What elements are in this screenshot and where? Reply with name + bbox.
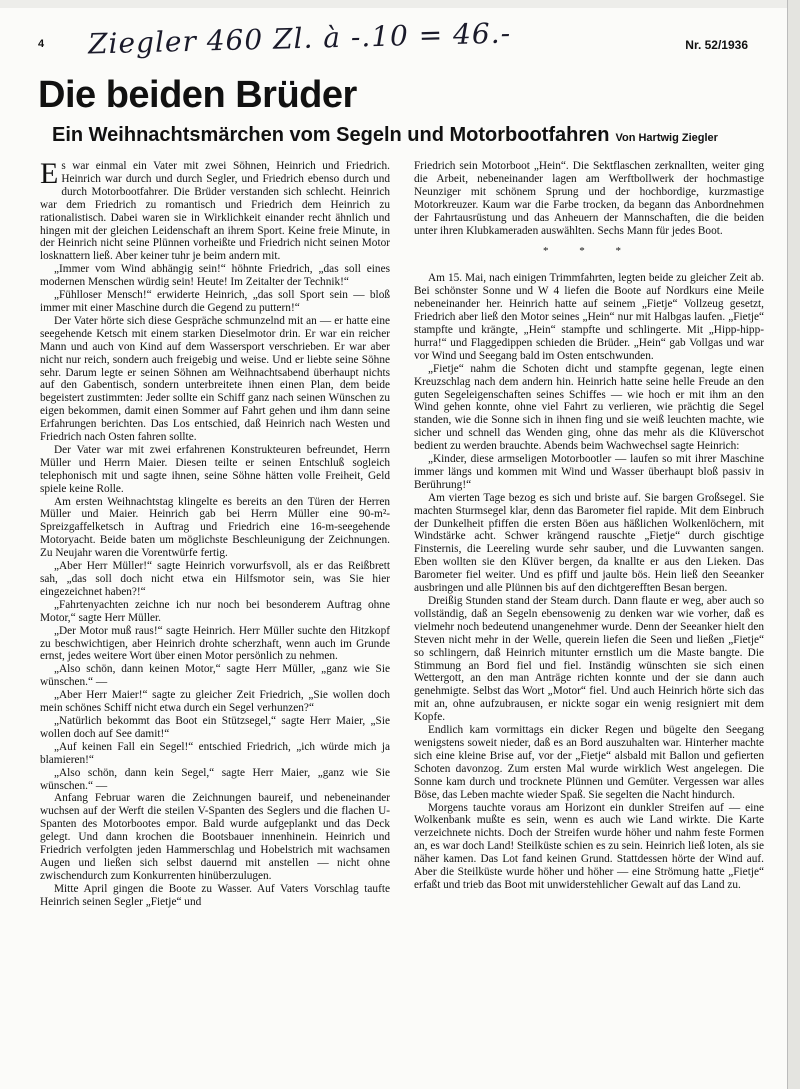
paragraph: „Also schön, dann keinen Motor,“ sagte Herr Müller, „ganz wie Sie wünschen.“ — (40, 663, 390, 689)
paragraph: „Kinder, diese armseligen Motorbootler — laufen so mit ihrer Maschine immer längs und kommen mit Wind und Wasser überhaupt bloß passiv in Berührung!“ (414, 453, 764, 491)
article-subtitle (52, 124, 772, 147)
paragraph: Der Vater hörte sich diese Gespräche schmunzelnd mit an — er hatte eine seegehende Ketsch mit einem starken Dieselmotor drin. Er war ein reicher Mann und auch von Kind auf dem Wassersport verschrieben. Er war aber nicht nur reich, sondern auch freigebig und weise. Und er liebte seine Söhne sehr. Darum legte er seinen Söhnen am Weihnachtsabend überhaupt nichts auf den Gabentisch, sondern unterbreitete ihnen einen Plan, dem beide begeistert zustimmten: Jeder sollte ein Schiff ganz nach seinen Wünschen zu eigen bekommen, damit einen Sommer auf Fahrt gehen und ihm dann seine Erfahrungen berichten. Das Los entschied, daß Heinrich nach Westen und Friedrich nach Osten fahren sollte. (40, 314, 390, 444)
paragraph: Es war einmal ein Vater mit zwei Söhnen, Heinrich und Friedrich. Heinrich war durch und durch Segler, und Friedrich ebenso durch und durch Motorbootfahrer. Die Brüder verstanden sich schlecht. Heinrich war dem Friedrich zu romantisch und Friedrich dem Heinrich zu rationalistisch. Dabei waren sie in Wirklichkeit einander recht ähnlich und hingen mit der gleichen Leidenschaft an ihrem Sport. Keine freie Minute, in der Heinrich nicht seine Plünnen vorheißte und Friedrich nicht seinen Motor losknattern ließ. Aber keiner tuhr je beim andern mit. (40, 157, 390, 263)
article-author: Von Hartwig Ziegler (615, 132, 718, 144)
paragraph: „Auf keinen Fall ein Segel!“ entschied Friedrich, „ich würde mich ja blamieren!“ (40, 740, 390, 766)
drop-cap: E (40, 157, 59, 190)
paragraph: Morgens tauchte voraus am Horizont ein dunkler Streifen auf — eine Wolkenbank mußte es sein, wenn es auch wie Land wirkte. Die Karte verzeichnete nichts. Doch der Streifen wurde höher und nahm feste Formen an, es war doch Land! Steilküste schien es zu sein. Heinrich ließ loten, als sie näher kamen. Das Lot fand keinen Grund. Stattdessen hörte der Wind auf. Aber die Steilküste wurde höher und höher — eine Strömung hatte „Fietje“ erfaßt und trieb das Boot mit unwiderstehlicher Gewalt auf das Land zu. (414, 801, 764, 891)
paragraph: Dreißig Stunden stand der Steam durch. Dann flaute er weg, aber auch so vollständig, daß an Segeln ebensowenig zu denken war wie vorher, daß es vielmehr noch bedeutend unangenehmer wurde. Denn der Seeanker hielt den Steven nicht mehr in der Welle, querein liefen die Seen und ließen „Fietje“ so schlingern, daß Heinrich mitunter ernstlich um die Maste bangte. Die Stimmung an Bord fiel und fiel. Inständig wünschten sie sich einen Wettergott, an den man Anträge richten konnte und der sie dann auch genehmigte. Selbst das Wort „Motor“ fiel. Und auch Heinrich hörte sich das mit an, ohne aufzubrausen, er nickte sogar ein wenig resigniert mit dem Kopfe. (414, 595, 764, 724)
right-column (414, 160, 764, 892)
paragraph: „Der Motor muß raus!“ sagte Heinrich. Herr Müller suchte den Hitzkopf zu beschwichtigen, aber Heinrich drohte scherzhaft, wenn auch im Grunde ernst, jedes weitere Wort über einen Motor persönlich zu nehmen. (40, 624, 390, 663)
paragraph: „Also schön, dann kein Segel,“ sagte Herr Maier, „ganz wie Sie wünschen.“ — (40, 766, 390, 792)
article-title: Die beiden Brüder (38, 74, 357, 116)
paragraph: Friedrich sein Motorboot „Hein“. Die Sektflaschen zerknallten, weiter ging die Arbeit, nebeneinander lagen am Werftbollwerk der hochmastige Neunziger mit schönem Sprung und der hochbordige, kurzmastige Motorkreuzer. Kaum war die Farbe trocken, da begann das Anbordnehmen der Fahrtausrüstung und das Anheuern der Mannschaften, die die beiden unter ihren Klubkameraden auswählten. Sechs Mann für jedes Boot. (414, 160, 764, 237)
paragraph: „Aber Herr Müller!“ sagte Heinrich vorwurfsvoll, als er das Reißbrett sah, „das soll doch nicht etwa ein Hilfsmotor sein, was Sie hier eingezeichnet haben?!“ (40, 560, 390, 598)
paragraph: Am vierten Tage bezog es sich und briste auf. Sie bargen Großsegel. Sie machten Sturmsegel klar, denn das Barometer fiel rapide. Mit dem Einbruch der Dunkelheit pfiffen die ersten Böen aus häßlichen Wolkenlöchern, mit Windstärke acht. Schwer krängend rauschte „Fietje“ durch gischtige Finsternis, die Leereling wurde sehr sauber, und die Luvwanten sangen. Eben wollten sie den Klüver bergen, da knallte er aus den Lieken. Das Barometer fiel weiter. Und es pfiff und jaulte bös. Hein ließ den Seeanker ausbringen und alle Plünnen bis auf den dichtgerefften Besan bergen. (414, 491, 764, 595)
paragraph: Endlich kam vormittags ein dicker Regen und bügelte den Seegang wenigstens soweit nieder, daß es an Bord auszuhalten war. Hinterher machte sich eine kleine Brise auf, vor der „Fietje“ alsbald mit Ballon und gefierten Schoten davonzog. Zum ersten Mal wurde wirklich West angelegen. Die Sonne kam durch und trocknete Plünnen und Gemüter. Vergessen war alles Böse, das Leben machte wieder Spaß. Sie segelten die Nacht hindurch. (414, 724, 764, 801)
paragraph: Am 15. Mai, nach einigen Trimmfahrten, legten beide zu gleicher Zeit ab. Bei schönster Sonne und W 4 liefen die Boote auf Nordkurs eine Meile nebeneinander her. Heinrich hatte auf seinem „Fietje“ Vollzeug gesetzt, Friedrich aber ließ den Motor seines „Hein“ nur mit Halbgas laufen. „Fietje“ stampfte und krängte, „Hein“ stampfte und schlingerte. Mit „Hipp-hipp-hurra!“ und Flaggedippen schieden die Brüder. „Hein“ gab Vollgas und war vor Wind und Seegang bald im Osten entschwunden. (414, 272, 764, 362)
paragraph: Anfang Februar waren die Zeichnungen baureif, und nebeneinander wuchsen auf der Werft die steilen V-Spanten des Seglers und die flachen U-Spanten des Motorbootes empor. Bald wurde aufgeplankt und das Deck gelegt. Und dann krochen die Bootsbauer innenhinein. Heinrich und Friedrich verfolgten jeden Hammerschlag und Hobelstrich mit wachsamen Augen und ließen sich selbst dauernd mit anstellen — nicht ohne zwischendurch zum Konkurrenten hinüberzulugen. (40, 792, 390, 882)
subtitle-text: Ein Weihnachtsmärchen vom Segeln und Motorbootfahren (52, 124, 610, 146)
page-number: 4 (38, 38, 45, 50)
issue-number: Nr. 52/1936 (685, 38, 748, 52)
paragraph: „Fahrtenyachten zeichne ich nur noch bei besonderem Auftrag ohne Motor,“ sagte Herr Müller. (40, 598, 390, 624)
section-separator: * * * (543, 245, 635, 258)
paragraph: „Immer vom Wind abhängig sein!“ höhnte Friedrich, „das soll eines modernen Menschen würdig sein! Heute! Im Zeitalter der Technik!“ (40, 263, 390, 289)
paragraph: „Natürlich bekommt das Boot ein Stützsegel,“ sagte Herr Maier, „Sie wollen doch auf See damit!“ (40, 714, 390, 740)
scan-top-edge (0, 0, 800, 8)
paragraph: Mitte April gingen die Boote zu Wasser. Auf Vaters Vorschlag taufte Heinrich seinen Segler „Fietje“ und (40, 882, 390, 908)
paragraph: „Aber Herr Maier!“ sagte zu gleicher Zeit Friedrich, „Sie wollen doch mein schönes Schiff nicht etwa durch ein Segel verhunzen?“ (40, 689, 390, 715)
paragraph: Am ersten Weihnachtstag klingelte es bereits an den Türen der Herren Müller und Maier. Heinrich gab bei Herrn Müller eine 90-m²-Spreizgaffelketsch in Auftrag und Friedrich eine 16-m-seegehende Motoryacht. Beide baten um möglichste Beschleunigung der Zeichnungen. Zu Neujahr waren die Vorentwürfe fertig. (40, 495, 390, 560)
paragraph: „Fühlloser Mensch!“ erwiderte Heinrich, „das soll Sport sein — bloß immer mit einer Maschine durch die Gegend zu puttern!“ (40, 289, 390, 314)
handwritten-note: Ziegler 460 Zl. à -.10 = 46.- (87, 16, 512, 61)
left-column (40, 157, 390, 909)
paragraph: „Fietje“ nahm die Schoten dicht und stampfte gegenan, legte einen Kreuzschlag nach dem andern hin. Heinrich hatte seine helle Freude an den guten Segeleigenschaften seines Schiffes — wie hoch er mit ihm an den Wind gehen konnte, ohne viel Fahrt zu verlieren, wie prächtig die Segel standen, wie die Sonne sich in ihnen fing und sie weiß leuchten machte, wie sicher und schnell das Wenden ging, ohne das mehr als die Klüverschot bedient zu werden brauchte. Abends beim Wachwechsel sagte Heinrich: (414, 362, 764, 453)
paragraph: Der Vater war mit zwei erfahrenen Konstrukteuren befreundet, Herrn Müller und Herrn Maier. Diesen teilte er seinen Entschluß sogleich telephonisch mit und sagte ihnen, seine Söhne hätten volle Freiheit, Geld spiele keine Rolle. (40, 443, 390, 495)
scan-right-edge (787, 0, 800, 1089)
